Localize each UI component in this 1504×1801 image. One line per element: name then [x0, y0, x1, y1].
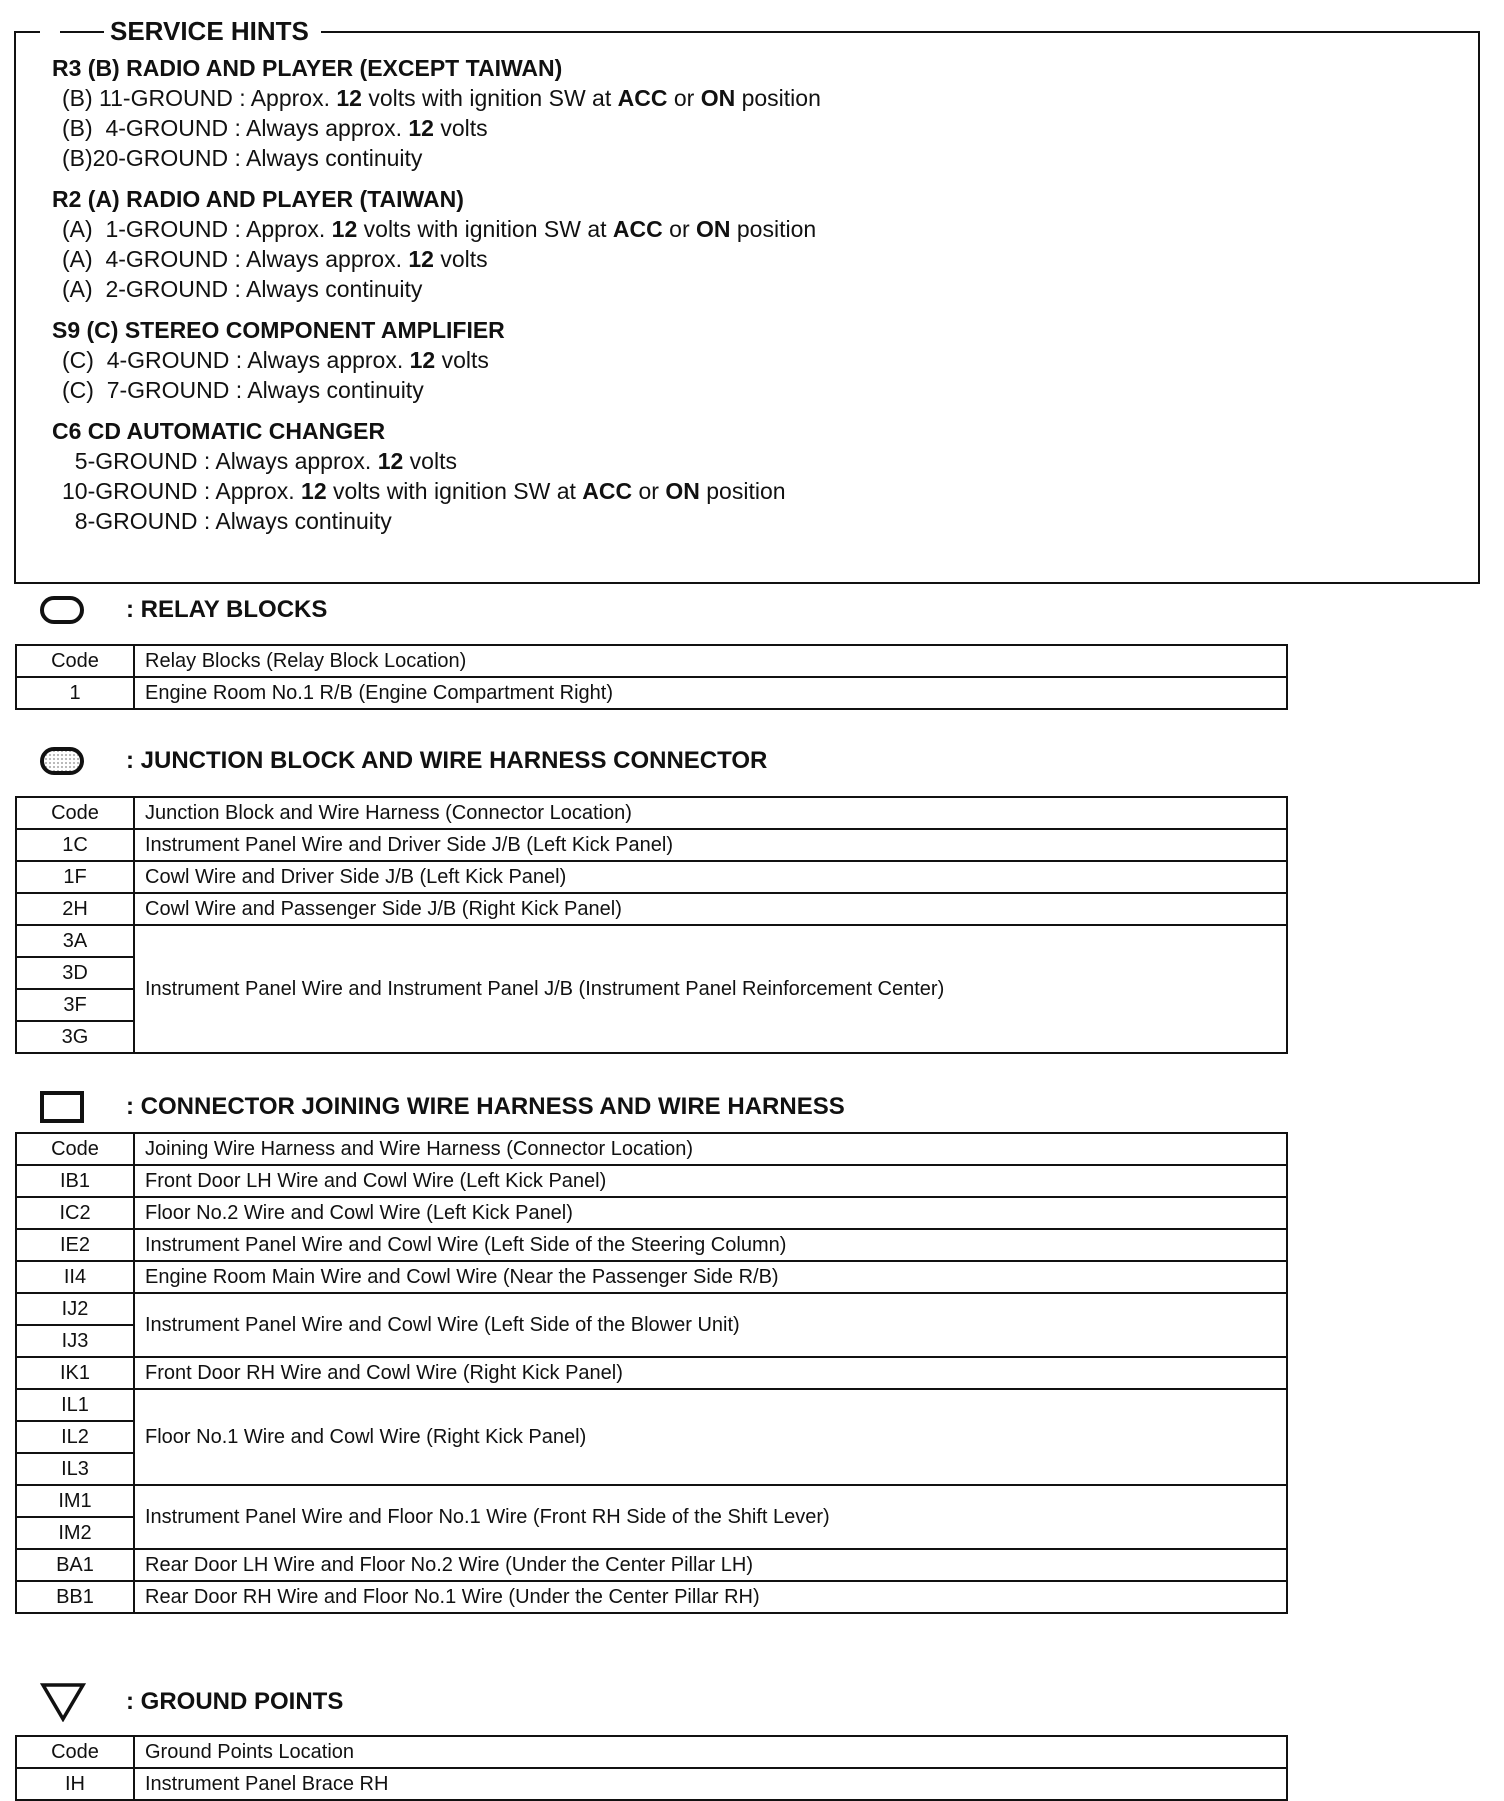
code-cell: 3F: [16, 989, 134, 1021]
code-cell: IH: [16, 1768, 134, 1800]
code-cell: IM2: [16, 1517, 134, 1549]
table-row: [16, 1261, 1287, 1293]
code-cell: IL1: [16, 1389, 134, 1421]
hint-line: [52, 244, 1458, 274]
hint-value: ON: [665, 478, 700, 504]
service-hints-content: [52, 53, 1458, 547]
hint-text: (A) 2-GROUND : Always continuity: [62, 276, 423, 302]
rounded-rectangle-icon: [40, 592, 86, 628]
hint-group: [52, 53, 1458, 173]
ground-points-legend: [40, 1684, 343, 1720]
hint-value: ACC: [612, 216, 663, 242]
hint-text: (B) 4-GROUND : Always approx.: [62, 115, 409, 141]
hint-line: [52, 506, 1458, 536]
hint-line: [52, 143, 1458, 173]
code-cell: 3G: [16, 1021, 134, 1053]
table-row: [16, 829, 1287, 861]
code-cell: IE2: [16, 1229, 134, 1261]
location-cell: Cowl Wire and Passenger Side J/B (Right Kick Panel): [134, 893, 1287, 925]
location-cell: Front Door RH Wire and Cowl Wire (Right Kick Panel): [134, 1357, 1287, 1389]
location-cell: Cowl Wire and Driver Side J/B (Left Kick Panel): [134, 861, 1287, 893]
location-cell: Floor No.2 Wire and Cowl Wire (Left Kick Panel): [134, 1197, 1287, 1229]
hint-value: ON: [696, 216, 731, 242]
table-row: [16, 677, 1287, 709]
code-cell: II4: [16, 1261, 134, 1293]
code-header: Code: [16, 1736, 134, 1768]
location-cell: Instrument Panel Wire and Instrument Panel J/B (Instrument Panel Reinforcement Center): [134, 925, 1287, 1053]
hint-text: volts: [433, 246, 488, 272]
hint-text: (B) 11-GROUND : Approx.: [62, 85, 337, 111]
hint-text: volts: [435, 347, 489, 373]
hint-text: (B)20-GROUND : Always continuity: [62, 145, 423, 171]
hint-text: (A) 1-GROUND : Approx.: [62, 216, 332, 242]
hint-text: volts: [403, 448, 457, 474]
service-hints-title: SERVICE HINTS: [40, 16, 321, 46]
hint-value: 12: [336, 85, 362, 111]
junction-block-table: [15, 796, 1288, 1054]
location-cell: Rear Door LH Wire and Floor No.2 Wire (Under the Center Pillar LH): [134, 1549, 1287, 1581]
code-cell: BA1: [16, 1549, 134, 1581]
table-header-row: [16, 645, 1287, 677]
connector-table: [15, 1132, 1288, 1614]
shaded-rounded-rectangle-icon: [40, 743, 86, 779]
code-header: Code: [16, 1133, 134, 1165]
code-cell: IK1: [16, 1357, 134, 1389]
code-cell: IM1: [16, 1485, 134, 1517]
hint-line: [52, 446, 1458, 476]
code-cell: IL3: [16, 1453, 134, 1485]
location-cell: Engine Room No.1 R/B (Engine Compartment Right): [134, 677, 1287, 709]
hint-line: [52, 476, 1458, 506]
hint-text: volts with ignition SW at: [361, 85, 618, 111]
location-cell: Engine Room Main Wire and Cowl Wire (Near the Passenger Side R/B): [134, 1261, 1287, 1293]
hint-text: position: [730, 216, 817, 242]
location-cell: Front Door LH Wire and Cowl Wire (Left Kick Panel): [134, 1165, 1287, 1197]
table-header-row: [16, 1736, 1287, 1768]
code-header: Code: [16, 645, 134, 677]
table-row: [16, 1293, 1287, 1325]
table-row: [16, 925, 1287, 957]
triangle-down-icon: [40, 1684, 86, 1720]
location-cell: Rear Door RH Wire and Floor No.1 Wire (Under the Center Pillar RH): [134, 1581, 1287, 1613]
table-row: [16, 1389, 1287, 1421]
code-cell: IB1: [16, 1165, 134, 1197]
code-cell: IJ2: [16, 1293, 134, 1325]
table-row: [16, 893, 1287, 925]
hint-value: 12: [408, 246, 434, 272]
hint-text: volts: [433, 115, 488, 141]
code-cell: IL2: [16, 1421, 134, 1453]
hint-group: [52, 315, 1458, 405]
code-cell: 1: [16, 677, 134, 709]
table-header-row: [16, 797, 1287, 829]
hint-text: position: [735, 85, 821, 111]
hint-value: 12: [377, 448, 404, 474]
code-header: Code: [16, 797, 134, 829]
hint-heading: S9 (C) STEREO COMPONENT AMPLIFIER: [52, 317, 505, 343]
hint-text: 5-GROUND : Always approx.: [62, 448, 378, 474]
hint-group: [52, 416, 1458, 536]
hint-text: volts with ignition SW at: [357, 216, 613, 242]
location-header: Relay Blocks (Relay Block Location): [134, 645, 1287, 677]
table-row: [16, 1581, 1287, 1613]
connector-legend: [40, 1089, 845, 1125]
hint-value: 12: [301, 478, 327, 504]
hint-value: 12: [409, 347, 436, 373]
table-row: [16, 861, 1287, 893]
location-header: Junction Block and Wire Harness (Connector Location): [134, 797, 1287, 829]
hint-value: 12: [408, 115, 434, 141]
hint-text: or: [667, 85, 701, 111]
table-row: [16, 1197, 1287, 1229]
location-cell: Instrument Panel Wire and Cowl Wire (Left Side of the Steering Column): [134, 1229, 1287, 1261]
rectangle-icon: [40, 1089, 86, 1125]
hint-line: [52, 214, 1458, 244]
hint-heading: R2 (A) RADIO AND PLAYER (TAIWAN): [52, 186, 464, 212]
table-row: [16, 1229, 1287, 1261]
hint-value: ACC: [582, 478, 633, 504]
code-cell: 3A: [16, 925, 134, 957]
relay-blocks-label: : RELAY BLOCKS: [126, 596, 328, 623]
hint-line: [52, 375, 1458, 405]
location-cell: Instrument Panel Wire and Floor No.1 Wire (Front RH Side of the Shift Lever): [134, 1485, 1287, 1549]
ground-points-label: : GROUND POINTS: [126, 1688, 344, 1715]
hint-heading: R3 (B) RADIO AND PLAYER (EXCEPT TAIWAN): [52, 55, 563, 81]
code-cell: IC2: [16, 1197, 134, 1229]
location-cell: Floor No.1 Wire and Cowl Wire (Right Kick Panel): [134, 1389, 1287, 1485]
location-cell: Instrument Panel Brace RH: [134, 1768, 1287, 1800]
service-hints-box: [14, 31, 1480, 584]
hint-text: position: [699, 478, 786, 504]
junction-block-label: : JUNCTION BLOCK AND WIRE HARNESS CONNECTOR: [126, 747, 768, 774]
hint-value: 12: [331, 216, 358, 242]
hint-text: 10-GROUND : Approx.: [62, 478, 302, 504]
hint-line: [52, 83, 1458, 113]
junction-block-legend: [40, 743, 767, 779]
ground-points-table: [15, 1735, 1288, 1801]
table-header-row: [16, 1133, 1287, 1165]
relay-blocks-table: [15, 644, 1288, 710]
table-row: [16, 1357, 1287, 1389]
hint-line: [52, 113, 1458, 143]
location-cell: Instrument Panel Wire and Cowl Wire (Left Side of the Blower Unit): [134, 1293, 1287, 1357]
hint-text: (A) 4-GROUND : Always approx.: [62, 246, 409, 272]
hint-text: (C) 7-GROUND : Always continuity: [62, 377, 424, 403]
table-row: [16, 1485, 1287, 1517]
code-cell: 2H: [16, 893, 134, 925]
hint-line: [52, 345, 1458, 375]
code-cell: 1F: [16, 861, 134, 893]
hint-text: or: [662, 216, 696, 242]
table-row: [16, 1768, 1287, 1800]
hint-value: ON: [700, 85, 736, 111]
code-cell: 1C: [16, 829, 134, 861]
location-cell: Instrument Panel Wire and Driver Side J/B (Left Kick Panel): [134, 829, 1287, 861]
hint-value: ACC: [617, 85, 668, 111]
code-cell: BB1: [16, 1581, 134, 1613]
hint-line: [52, 274, 1458, 304]
location-header: Ground Points Location: [134, 1736, 1287, 1768]
table-row: [16, 1549, 1287, 1581]
location-header: Joining Wire Harness and Wire Harness (Connector Location): [134, 1133, 1287, 1165]
relay-blocks-legend: [40, 592, 327, 628]
hint-text: or: [632, 478, 666, 504]
hint-text: (C) 4-GROUND : Always approx.: [62, 347, 410, 373]
table-row: [16, 1165, 1287, 1197]
hint-text: volts with ignition SW at: [326, 478, 583, 504]
hint-group: [52, 184, 1458, 304]
hint-text: 8-GROUND : Always continuity: [62, 508, 392, 534]
code-cell: 3D: [16, 957, 134, 989]
connector-label: : CONNECTOR JOINING WIRE HARNESS AND WIRE HARNESS: [126, 1093, 845, 1120]
code-cell: IJ3: [16, 1325, 134, 1357]
hint-heading: C6 CD AUTOMATIC CHANGER: [52, 418, 386, 444]
